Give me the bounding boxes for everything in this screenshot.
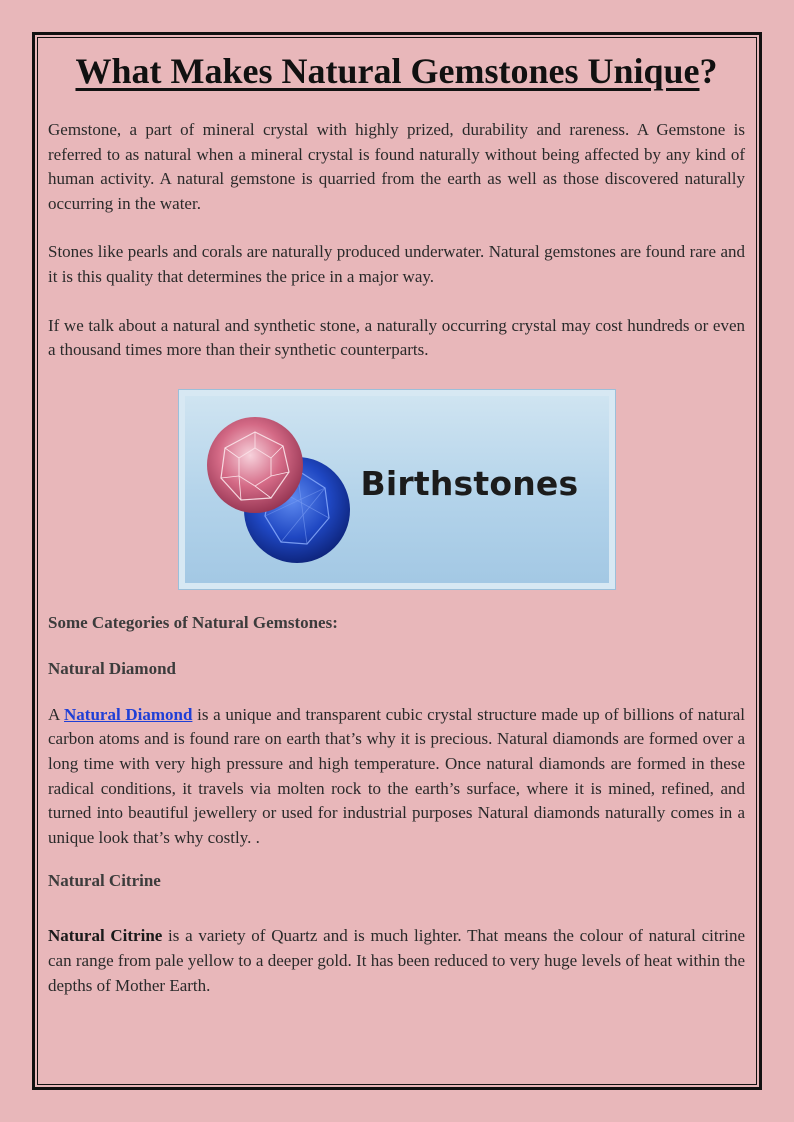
citrine-body-text: is a variety of Quartz and is much lighter. That means the colour of natural citrine can range from pale yellow to a deeper gold. It has been reduced to very huge levels of heat within the depths of Mother Earth. [48, 926, 746, 995]
page-title-text: What Makes Natural Gemstones Unique [75, 51, 700, 91]
page-title-punctuation: ? [699, 51, 718, 91]
intro-paragraph: Gemstone, a part of mineral crystal with highly prized, durability and rareness. A Gemstone is referred to as natural when a mineral crystal is found naturally without being affected by any kind of human activity. A natural gemstone is quarried from the earth as well as those discovered naturally occurring in the water. [48, 120, 745, 213]
diamond-heading: Natural Diamond [48, 658, 176, 678]
diamond-body-text: is a unique and transparent cubic crystal structure made up of billions of natural carbon atoms and is found rare on earth that’s why it is precious. Natural diamonds are formed over a long time with very high pressure and high temperature. Once natural diamonds are formed in these radical conditions, it travels via molten rock to the earth’s surface, where it is mined, refined, and turned into beautiful jewellery or used for industrial purposes Natural diamonds naturally comes in a unique look that’s why costly. . [48, 704, 745, 847]
gemstones-illustration-icon [197, 410, 367, 580]
diamond-paragraph [48, 703, 745, 851]
page-title [48, 46, 745, 96]
pearls-paragraph: Stones like pearls and corals are naturally produced underwater. Natural gemstones are found rare and it is this quality that determines the price in a major way. [48, 242, 745, 286]
categories-heading: Some Categories of Natural Gemstones: [48, 612, 338, 632]
natural-diamond-link[interactable]: Natural Diamond [64, 704, 193, 724]
diamond-lead-text: A [48, 704, 65, 724]
citrine-bold-lead: Natural Citrine [48, 926, 163, 946]
figure-container [48, 390, 745, 589]
synthetic-paragraph: If we talk about a natural and synthetic stone, a naturally occurring crystal may cost hundreds or even a thousand times more than their synthetic counterparts. [48, 315, 745, 360]
pink-gem-icon [207, 417, 303, 513]
citrine-heading: Natural Citrine [48, 871, 161, 891]
citrine-paragraph [48, 924, 745, 998]
document-body [48, 46, 745, 998]
figure-caption: Birthstones [360, 463, 579, 503]
birthstones-image [179, 390, 615, 589]
